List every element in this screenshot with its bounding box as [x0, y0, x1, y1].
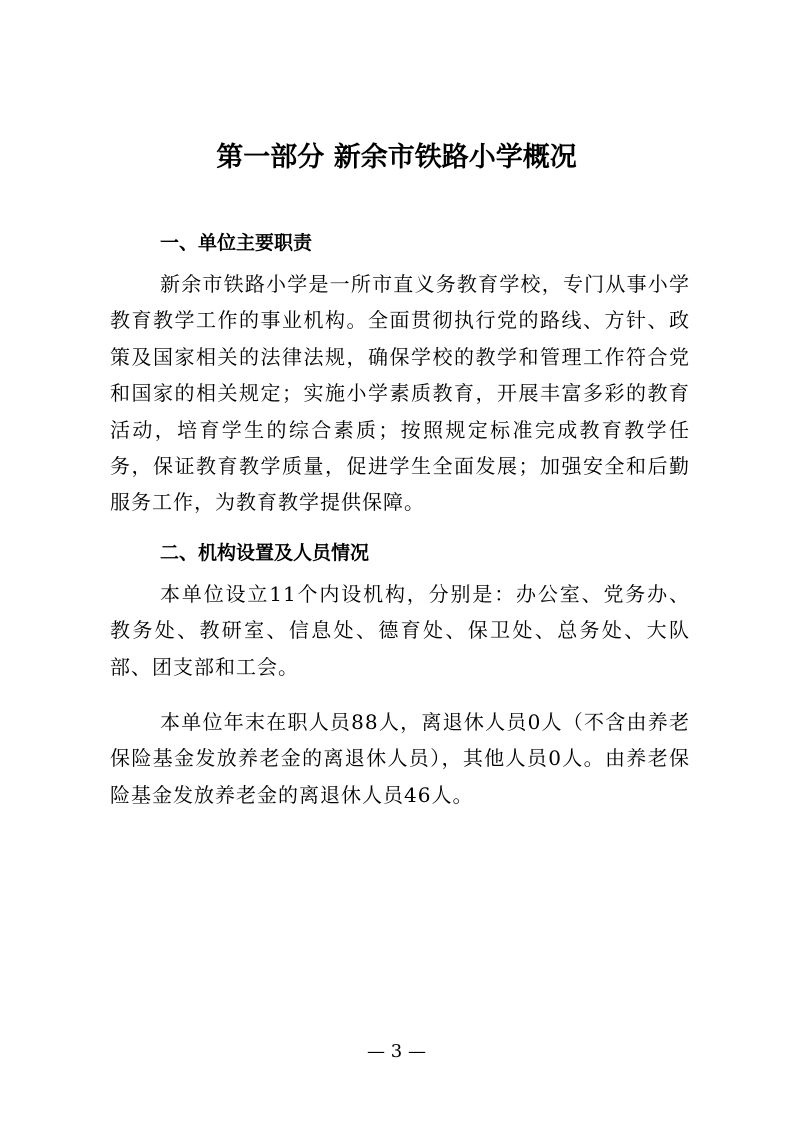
paragraph-staff: 本单位年末在职人员88人，离退休人员0人（不含由养老保险基金发放养老金的离退休人员），其他人员0人。由养老保险基金发放养老金的离退休人员46人。 — [110, 710, 690, 807]
page-number: — 3 — — [367, 1041, 426, 1062]
section-heading-organization: 二、机构设置及人员情况 — [160, 542, 370, 564]
paragraph-departments: 本单位设立11个内设机构，分别是：办公室、党务办、教务处、教研室、信息处、德育处、保卫处、总务处、大队部、团支部和工会。 — [110, 582, 690, 679]
section-heading-duties: 一、单位主要职责 — [160, 232, 313, 254]
page-title: 第一部分 新余市铁路小学概况 — [216, 142, 577, 173]
paragraph-duties: 新余市铁路小学是一所市直义务教育学校，专门从事小学教育教学工作的事业机构。全面贯彻执行党的路线、方针、政策及国家相关的法律法规，确保学校的教学和管理工作符合党和国家的相关规定；实施小学素质教育，开展丰富多彩的教育活动，培育学生的综合素质；按照规定标准完成教育教学任务，保证教育教学质量，促进学生全面发展；加强安全和后勤服务工作，为教育教学提供保障。 — [110, 272, 690, 515]
